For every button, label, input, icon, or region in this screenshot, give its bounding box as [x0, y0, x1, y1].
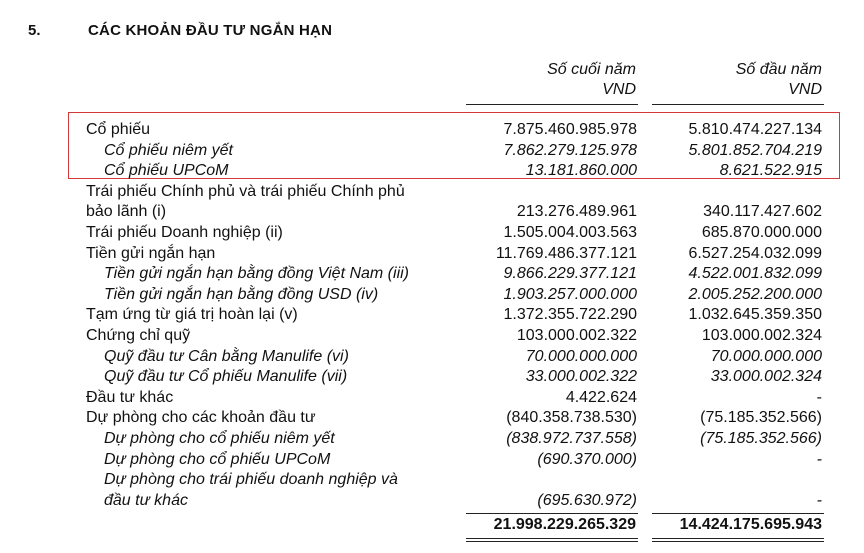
total-top-rule [652, 513, 824, 514]
value-year-end: (690.370.000) [537, 450, 637, 468]
value-year-start: 33.000.002.324 [710, 368, 822, 386]
value-year-start: - [816, 491, 822, 509]
value-year-start: 1.032.645.359.350 [688, 306, 822, 324]
row-label: Dự phòng cho trái phiếu doanh nghiệp và [104, 471, 398, 489]
column-header-year-start [652, 60, 822, 100]
column-header-unit: VND [788, 81, 822, 98]
value-year-start: - [816, 450, 822, 468]
row-label: Quỹ đầu tư Cân bằng Manulife (vi) [104, 347, 349, 365]
table-row [0, 491, 864, 512]
value-year-end: 7.875.460.985.978 [503, 121, 637, 138]
table-row [0, 367, 864, 388]
row-label: Tiền gửi ngắn hạn [86, 244, 216, 262]
row-label: đầu tư khác [104, 491, 188, 509]
value-year-start: 2.005.252.200.000 [688, 285, 822, 303]
row-label: Cổ phiếu niêm yết [104, 141, 233, 159]
value-year-end: 1.903.257.000.000 [503, 285, 637, 303]
row-label: Trái phiếu Doanh nghiệp (ii) [86, 223, 283, 241]
total-double-underline [652, 538, 824, 539]
value-year-start: (75.185.352.566) [700, 409, 822, 427]
table-row [0, 120, 864, 141]
header-underline [652, 104, 824, 105]
table-row [0, 470, 864, 491]
column-header-year-end [466, 60, 636, 100]
value-year-end: 13.181.860.000 [525, 162, 637, 180]
value-year-start: 6.527.254.032.099 [688, 244, 822, 262]
table-row [0, 161, 864, 182]
table-row [0, 264, 864, 285]
value-year-start: 5.801.852.704.219 [688, 141, 822, 159]
value-year-end: 70.000.000.000 [525, 347, 637, 365]
total-double-underline [466, 538, 638, 539]
total-double-underline [466, 541, 638, 542]
total-top-rule [466, 513, 638, 514]
value-year-start: 70.000.000.000 [710, 347, 822, 365]
value-year-start: 4.522.001.832.099 [688, 265, 822, 283]
row-label: Cổ phiếu [86, 121, 151, 138]
value-year-end: 9.866.229.377.121 [503, 265, 637, 283]
table-row [0, 141, 864, 162]
column-header-label: Số đầu năm [735, 61, 822, 78]
table-row [0, 326, 864, 347]
column-header-unit: VND [602, 81, 636, 98]
table-row [0, 429, 864, 450]
row-label: Tiền gửi ngắn hạn bằng đồng USD (iv) [104, 285, 379, 303]
row-label: Tạm ứng từ giá trị hoàn lại (v) [86, 306, 298, 324]
table-row [0, 223, 864, 244]
value-year-start: 340.117.427.602 [703, 203, 822, 221]
column-header-label: Số cuối năm [547, 61, 636, 78]
investment-table [0, 120, 864, 511]
value-year-end: 213.276.489.961 [516, 203, 637, 221]
value-year-end: 103.000.002.322 [516, 326, 637, 344]
table-row [0, 202, 864, 223]
table-row [0, 244, 864, 265]
row-label: Quỹ đầu tư Cổ phiếu Manulife (vii) [104, 368, 348, 386]
table-row [0, 408, 864, 429]
value-year-end: 7.862.279.125.978 [503, 141, 637, 159]
row-label: Đầu tư khác [86, 388, 174, 406]
value-year-start: (75.185.352.566) [700, 429, 822, 447]
table-row [0, 285, 864, 306]
row-label: Dự phòng cho cổ phiếu niêm yết [104, 429, 335, 447]
value-year-start: - [816, 388, 822, 406]
value-year-end: (838.972.737.558) [506, 429, 637, 447]
value-year-end: 33.000.002.322 [525, 368, 637, 386]
value-year-end: 11.769.486.377.121 [495, 244, 637, 262]
row-label: Chứng chỉ quỹ [86, 326, 191, 344]
table-row [0, 450, 864, 471]
table-row [0, 388, 864, 409]
total-year-start: 14.424.175.695.943 [679, 516, 822, 533]
header-underline [466, 104, 638, 105]
row-label: Dự phòng cho cổ phiếu UPCoM [104, 450, 331, 468]
value-year-start: 8.621.522.915 [719, 162, 822, 180]
value-year-end: 4.422.624 [565, 388, 637, 406]
row-label: Cổ phiếu UPCoM [104, 162, 229, 180]
value-year-start: 103.000.002.324 [701, 326, 822, 344]
section-number: 5. [28, 22, 41, 39]
row-label: Dự phòng cho các khoản đầu tư [86, 409, 316, 427]
table-row [0, 347, 864, 368]
row-label: bảo lãnh (i) [86, 203, 167, 221]
total-double-underline [652, 541, 824, 542]
value-year-end: 1.505.004.003.563 [503, 223, 637, 241]
value-year-start: 685.870.000.000 [701, 223, 822, 241]
value-year-start: 5.810.474.227.134 [688, 121, 822, 138]
table-row [0, 305, 864, 326]
row-label: Tiền gửi ngắn hạn bằng đồng Việt Nam (iii) [104, 265, 409, 283]
value-year-end: (840.358.738.530) [506, 409, 637, 427]
section-title: CÁC KHOẢN ĐẦU TƯ NGẮN HẠN [88, 22, 333, 39]
total-year-end: 21.998.229.265.329 [493, 516, 636, 533]
value-year-end: 1.372.355.722.290 [503, 306, 637, 324]
value-year-end: (695.630.972) [537, 491, 637, 509]
table-row [0, 182, 864, 203]
row-label: Trái phiếu Chính phủ và trái phiếu Chính phủ [86, 182, 405, 200]
